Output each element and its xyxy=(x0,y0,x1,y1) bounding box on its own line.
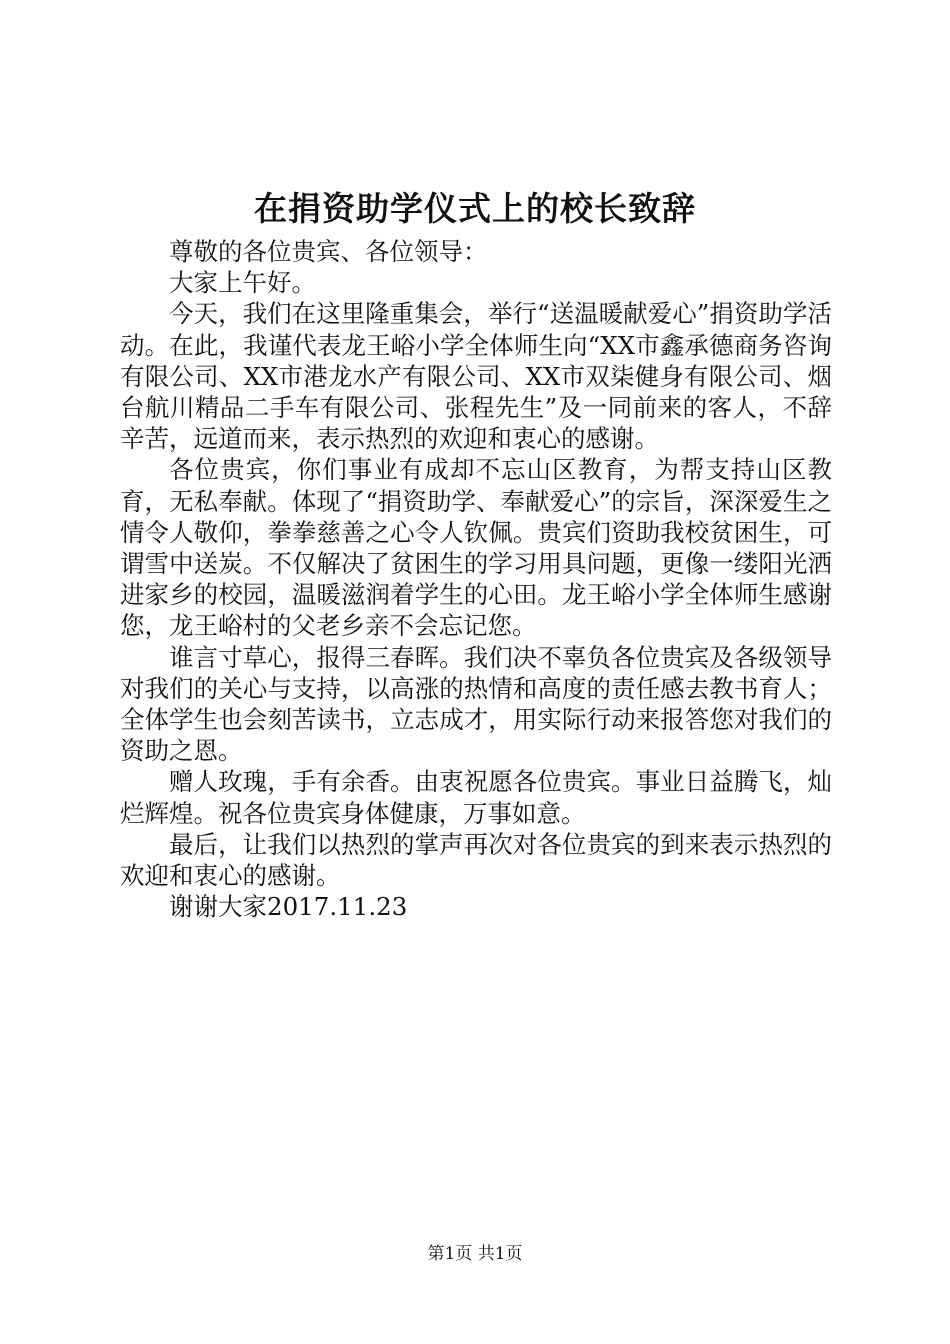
body-paragraph: 赠人玫瑰，手有余香。由衷祝愿各位贵宾。事业日益腾飞，灿烂辉煌。祝各位贵宾身体健康，万事如意。 xyxy=(120,767,832,828)
greeting-paragraph: 大家上午好。 xyxy=(169,268,316,298)
salutation-paragraph: 尊敬的各位贵宾、各位领导： xyxy=(169,237,488,266)
document-body xyxy=(120,236,832,922)
body-paragraph: 各位贵宾，你们事业有成却不忘山区教育，为帮支持山区教育，无私奉献。体现了“捐资助学、奉献爱心”的宗旨，深深爱生之情令人敬仰，拳拳慈善之心令人钦佩。贵宾们资助我校贫困生，可谓雪中送炭。不仅解决了贫困生的学习用具问题，更像一缕阳光洒进家乡的校园，温暖滋润着学生的心田。龙王峪小学全体师生感谢您，龙王峪村的父老乡亲不会忘记您。 xyxy=(120,455,832,641)
body-paragraph: 今天，我们在这里隆重集会，举行“送温暖献爱心”捐资助学活动。在此，我谨代表龙王峪小学全体师生向“XX市鑫承德商务咨询有限公司、XX市港龙水产有限公司、XX市双柒健身有限公司、烟台航川精品二手车有限公司、张程先生”及一同前来的客人，不辞辛苦，远道而来，表示热烈的欢迎和衷心的感谢。 xyxy=(120,299,832,454)
page-title: 在捐资助学仪式上的校长致辞 xyxy=(254,189,696,228)
closing-paragraph: 谢谢大家2017.11.23 xyxy=(169,892,408,922)
page-number-footer: 第1页 共1页 xyxy=(427,1244,523,1264)
body-paragraph: 最后，让我们以热烈的掌声再次对各位贵宾的到来表示热烈的欢迎和衷心的感谢。 xyxy=(120,829,832,891)
body-paragraph: 谁言寸草心，报得三春晖。我们决不辜负各位贵宾及各级领导对我们的关心与支持，以高涨的热情和高度的责任感去教书育人；全体学生也会刻苦读书，立志成才，用实际行动来报答您对我们的资助之恩。 xyxy=(120,642,832,766)
